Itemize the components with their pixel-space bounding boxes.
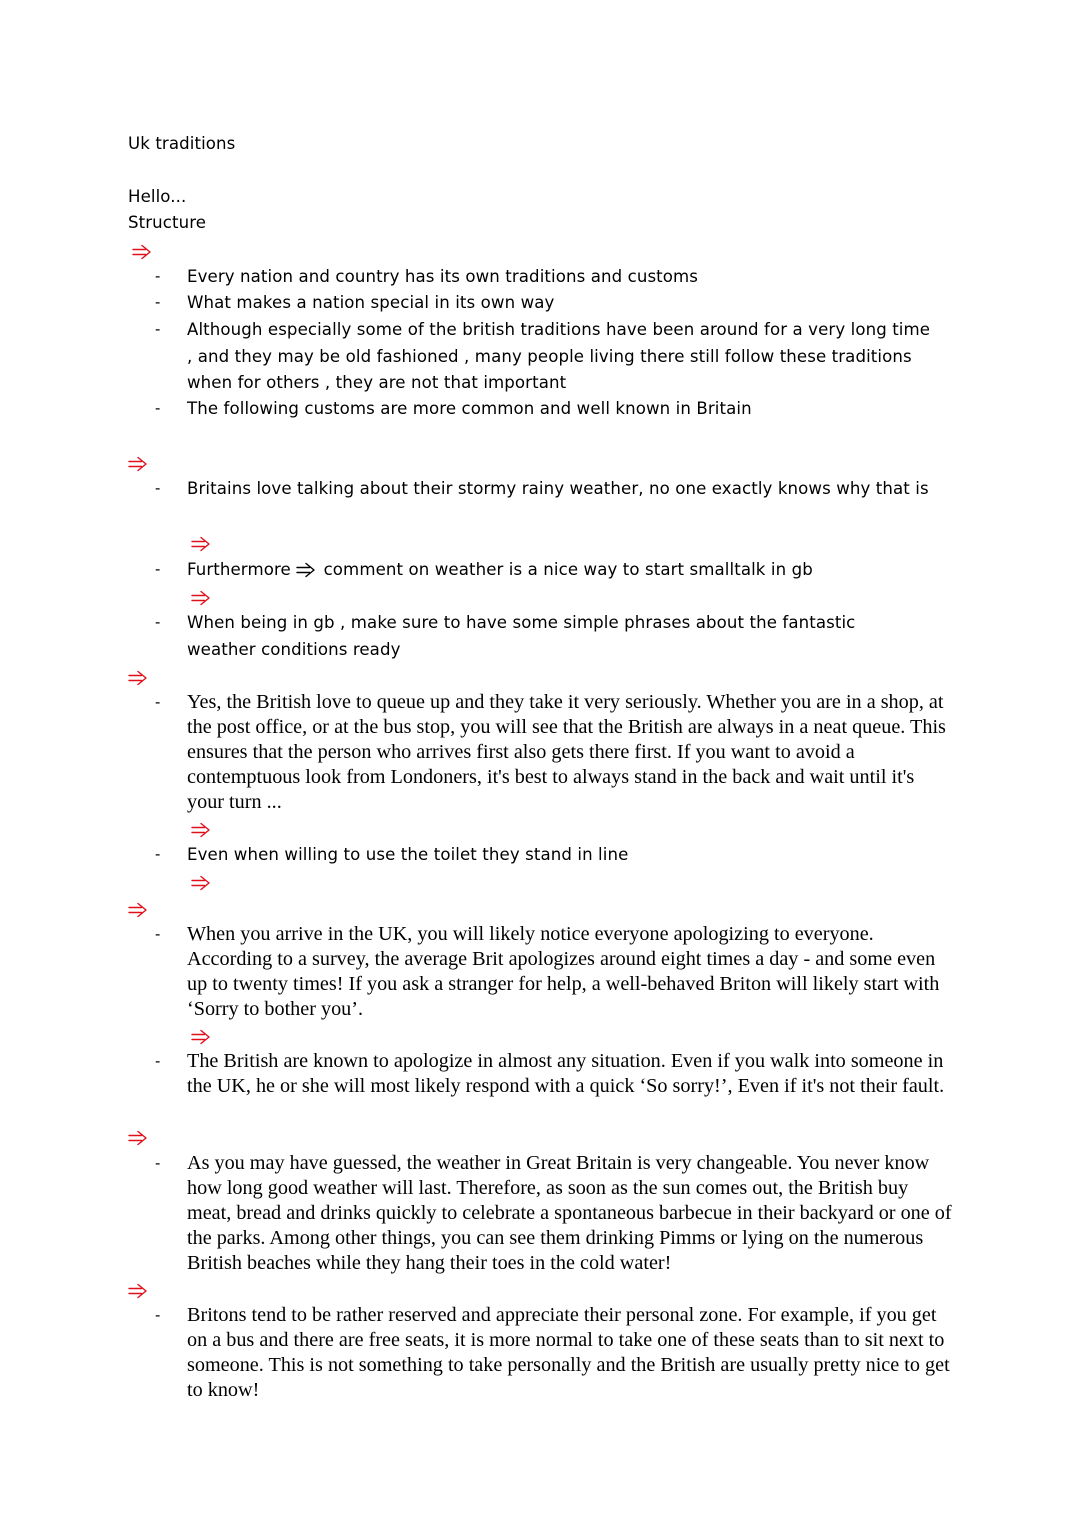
double-arrow-right-icon [128,902,148,920]
double-arrow-right-icon [191,822,211,840]
weather-item-2 [187,557,957,584]
double-arrow-right-icon [296,562,318,578]
dash-bullet: - [155,321,161,338]
intro-item-2: What makes a nation special in its own way [187,293,555,312]
greeting-text: Hello... [128,187,187,206]
double-arrow-right-icon [191,875,211,893]
sorry-item-1: When you arrive in the UK, you will likely notice everyone apologizing to everyone. According to a survey, the average Brit apologizes around eight times a day - and some even up to twenty times! If you ask a stranger for help, a well-behaved Briton will likely start with ‘Sorry to bother you’. [187,923,940,1020]
sorry-item-2: The British are known to apologize in almost any situation. Even if you walk into someone in the UK, he or she will most likely respond with a quick ‘So sorry!’, Even if it's not their fault. [187,1050,945,1097]
double-arrow-right-icon [191,536,211,554]
double-arrow-right-icon [128,1130,148,1148]
dash-bullet: - [155,1155,161,1172]
dash-bullet: - [155,480,161,497]
dash-bullet: - [155,1307,161,1324]
intro-item-4: The following customs are more common and well known in Britain [187,399,752,418]
dash-bullet: - [155,400,161,417]
dash-bullet: - [155,268,161,285]
reserved-item-1: Britons tend to be rather reserved and appreciate their personal zone. For example, if you get on a bus and there are free seats, it is more normal to take one of these seats than to sit next to someone. This is not something to take personally and the British are usually pretty nice to get to know! [187,1304,950,1401]
document-title: Uk traditions [128,134,236,153]
intro-item-1: Every nation and country has its own traditions and customs [187,267,699,286]
double-arrow-right-icon [132,244,152,262]
queue-item-2: Even when willing to use the toilet they stand in line [187,845,629,864]
double-arrow-right-icon [191,1029,211,1047]
dash-bullet: - [155,294,161,311]
dash-bullet: - [155,926,161,943]
weather-item-2-rest: comment on weather is a nice way to start smalltalk in gb [323,560,813,579]
weather-item-3: When being in gb , make sure to have some simple phrases about the fantastic weather conditions ready [187,613,856,659]
dash-bullet: - [155,614,161,631]
structure-heading: Structure [128,213,207,232]
double-arrow-right-icon [191,590,211,608]
dash-bullet: - [155,694,161,711]
double-arrow-right-icon [128,456,148,474]
double-arrow-right-icon [128,670,148,688]
weather-item-1: Britains love talking about their stormy rainy weather, no one exactly knows why that is [187,479,929,498]
dash-bullet: - [155,561,161,578]
dash-bullet: - [155,1053,161,1070]
bbq-item-1: As you may have guessed, the weather in Great Britain is very changeable. You never know how long good weather will last. Therefore, as soon as the sun comes out, the British buy meat, bread and drinks quickly to celebrate a spontaneous barbecue in their backyard or one of the parks. Among other things, you can see them drinking Pimms or lying on the numerous British beaches while they hang their toes in the cold water! [187,1152,952,1274]
intro-item-3: Although especially some of the british traditions have been around for a very long time , and they may be old fashioned , many people living there still follow these traditions when for others , they are not that important [187,320,931,392]
queue-item-1: Yes, the British love to queue up and they take it very seriously. Whether you are in a shop, at the post office, or at the bus stop, you will see that the British are always in a neat queue. This ensures that the person who arrives first also gets there first. If you want to avoid a contemptuous look from Londoners, it's best to always stand in the back and wait until it's your turn ... [187,691,946,813]
weather-item-2-lead: Furthermore [187,560,291,579]
dash-bullet: - [155,846,161,863]
double-arrow-right-icon [128,1283,148,1301]
